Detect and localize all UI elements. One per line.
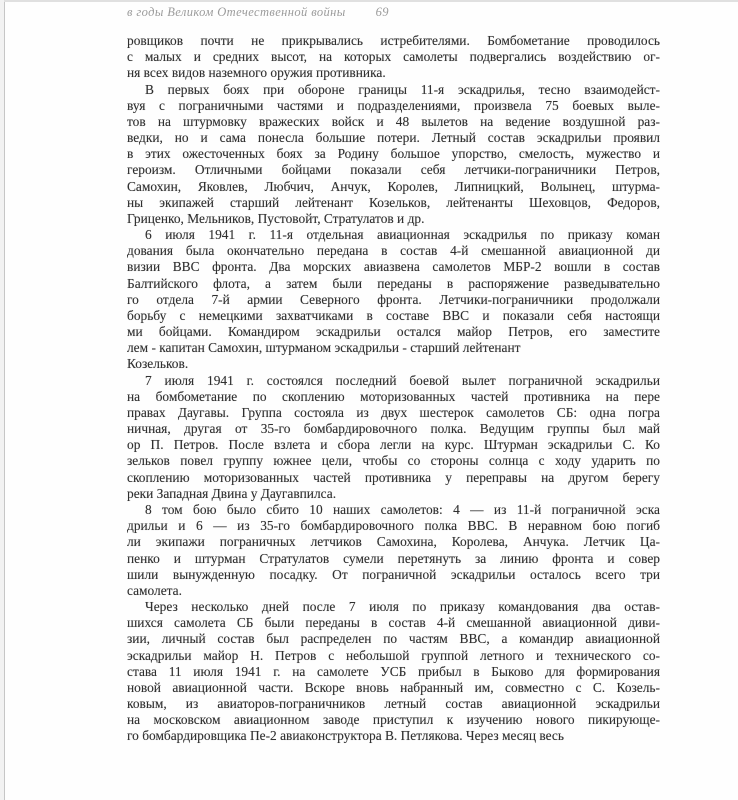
- text-line: шили вынужденную посадку. От пограничной эскадрильи осталось всего три: [127, 566, 660, 582]
- text-line: самолета.: [127, 582, 182, 598]
- text-line: става 11 июля 1941 г. на самолете УСБ прибыл в Быково для формирования: [127, 663, 660, 679]
- text-line: вуя с пограничными частями и подразделениями, произвела 75 боевых выле-: [127, 97, 660, 113]
- text-line: дования была окончательно передана в состав 4-й смешанной авиационной ди: [127, 243, 660, 259]
- text-line: Козельков.: [127, 356, 189, 372]
- text-line: зельков повел группу южнее цели, чтобы со стороны солнца с ходу ударить по: [127, 453, 660, 469]
- text-line: тов на штурмовку вражеских войск и 48 вылетов на ведение воздушной раз-: [127, 113, 660, 129]
- text-line: ны экипажей старший лейтенант Козельков, лейтенанты Шеховцов, Федоров,: [127, 194, 660, 210]
- text-line: реки Западная Двина у Даугавпилса.: [127, 485, 337, 501]
- text-line: шихся самолета СБ были переданы в состав 4-й смешанной авиационной диви-: [127, 615, 660, 631]
- running-header-title: в годы Великом Отечественной войны: [127, 5, 346, 19]
- text-line: пенко и штурман Стратулатов сумели перетянуть за линию фронта и совер: [127, 550, 660, 566]
- text-line: Балтийского флота, а затем были переданы в распоряжение разведывательно: [127, 275, 660, 291]
- text-line: ли экипажи пограничных летчиков Самохина, Королева, Анчука. Летчик Ца-: [127, 534, 660, 550]
- text-line: ор П. Петров. После взлета и сбора легли на курс. Штурман эскадрильи С. Ко: [127, 437, 660, 453]
- text-line: лем - капитан Самохин, штурманом эскадрильи - старший лейтенант: [127, 340, 521, 356]
- text-line: борьбу с немецкими захватчиками в составе ВВС и показали себя настоящи: [127, 307, 660, 323]
- scan-edge-top-line: [0, 0, 738, 2]
- text-line: 6 июля 1941 г. 11-я отдельная авиационная эскадрилья по приказу коман: [145, 227, 660, 243]
- text-line: ничная, другая от 35-го бомбардировочного полка. Ведущим группы был май: [127, 421, 660, 437]
- text-line: го отдела 7-й армии Северного фронта. Летчики-пограничники продолжали: [127, 291, 660, 307]
- text-line: правах Даугавы. Группа состояла из двух шестерок самолетов СБ: одна погра: [127, 404, 660, 420]
- paragraph: [127, 33, 660, 82]
- text-line: новой авиационной части. Вскоре вновь набранный им, совместно с С. Козель-: [127, 679, 660, 695]
- text-line: на бомбометание по скоплению моторизованных частей противника на пере: [127, 388, 660, 404]
- text-line: Самохин, Яковлев, Любчич, Анчук, Королев, Липницкий, Волынец, штурма-: [127, 178, 660, 194]
- paragraph: [127, 82, 660, 228]
- paragraph: [127, 373, 660, 502]
- paragraph: [127, 599, 660, 745]
- page-body-text: [127, 33, 660, 745]
- text-line: на московском авиационном заводе приступил к изучению нового пикирующе-: [127, 712, 660, 728]
- text-line: 8 том бою было сбито 10 наших самолетов: 4 — из 11-й пограничной эска: [145, 501, 660, 517]
- text-line: В первых боях при обороне границы 11-я эскадрилья, тесно взаимодейст-: [145, 81, 660, 97]
- text-line: ведки, но и сама понесла большие потери. Летный состав эскадрильи проявил: [127, 130, 660, 146]
- text-line: ми бойцами. Командиром эскадрильи остался майор Петров, его заместите: [127, 324, 660, 340]
- text-line: Через несколько дней после 7 июля по приказу командования два остав-: [145, 599, 660, 615]
- text-line: ровщиков почти не прикрывались истребителями. Бомбометание проводилось: [127, 33, 660, 48]
- running-header: [127, 5, 389, 20]
- text-line: в этих ожесточенных боях за Родину большое упорство, смелость, мужество и: [127, 146, 660, 162]
- text-line: эскадрильи майор Н. Петров с небольшой группой летного и технического со-: [127, 647, 660, 663]
- text-line: ковым, из авиаторов-пограничников летный состав авиационной эскадрильи: [127, 696, 660, 712]
- text-line: 7 июля 1941 г. состоялся последний боевой вылет пограничной эскадрильи: [145, 372, 660, 388]
- text-line: визии ВВС фронта. Два морских авиазвена самолетов МБР-2 вошли в состав: [127, 259, 660, 275]
- paragraph: [127, 502, 660, 599]
- text-line: зии, личный состав был распределен по частям ВВС, а командир авиационной: [127, 631, 660, 647]
- page-number: 69: [375, 5, 389, 19]
- text-line: с малых и средних высот, на которых самолеты подвергались воздействию ог-: [127, 49, 660, 65]
- text-line: го бомбардировщика Пе-2 авиаконструктора В. Петлякова. Через месяц весь: [127, 728, 564, 744]
- text-line: дрильи и 6 — из 35-го бомбардировочного полка ВВС. В неравном бою погиб: [127, 518, 660, 534]
- text-line: скоплению моторизованных частей противника у переправы на другом берегу: [127, 469, 660, 485]
- scan-edge-left-line: [4, 2, 5, 800]
- text-line: Гриценко, Мельников, Пустовойт, Стратулатов и др.: [127, 210, 425, 226]
- paragraph: [127, 227, 660, 373]
- text-line: ня всех видов наземного оружия противника.: [127, 65, 386, 81]
- text-line: героизм. Отличными бойцами показали себя летчики-пограничники Петров,: [127, 162, 660, 178]
